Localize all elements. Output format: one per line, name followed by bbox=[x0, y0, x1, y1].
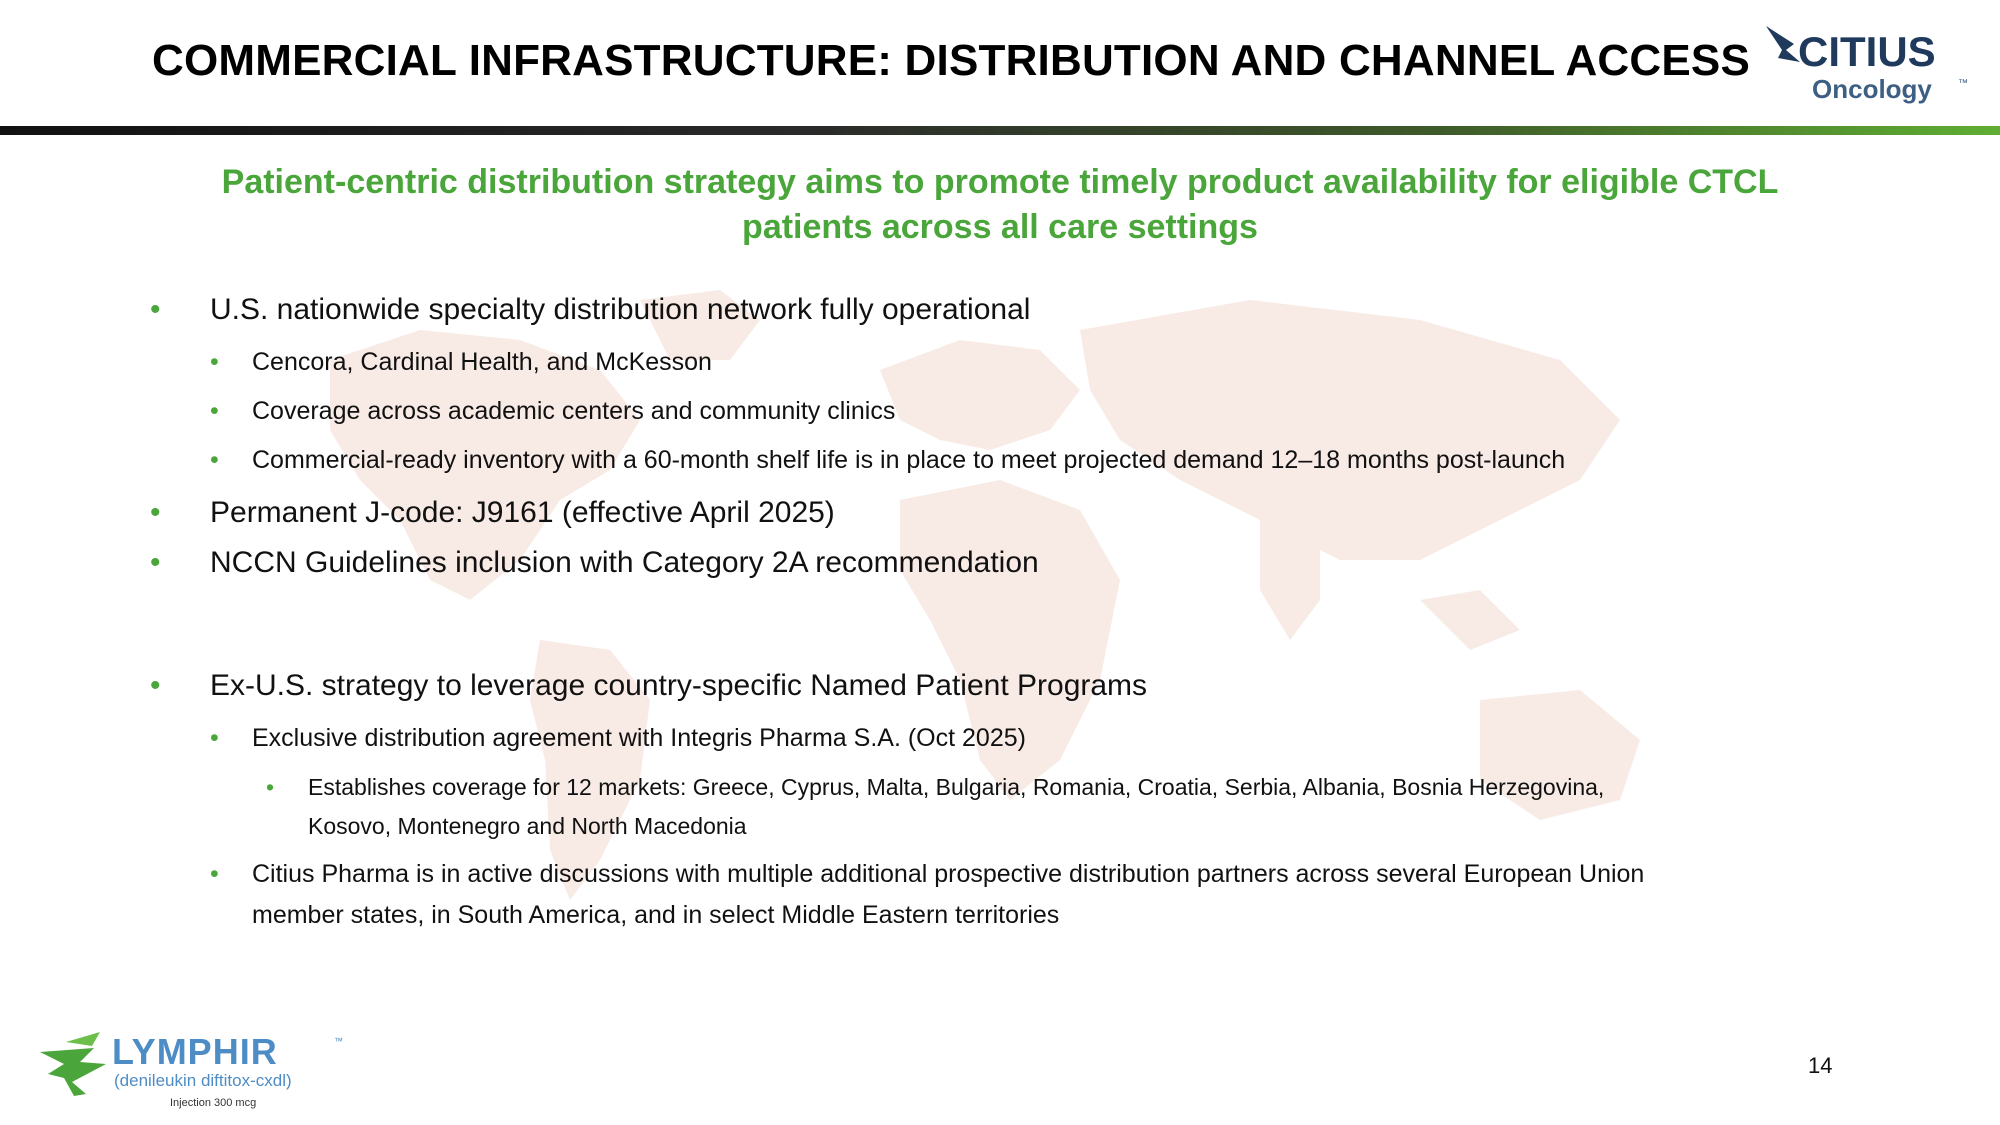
bullet-marker: • bbox=[210, 446, 219, 474]
bullet-marker: • bbox=[150, 293, 161, 326]
bullet-text: Commercial-ready inventory with a 60-month shelf life is in place to meet projected demand 12–18 months post-launch bbox=[252, 446, 1566, 474]
bullet-marker: • bbox=[150, 669, 161, 702]
bullet-text: Establishes coverage for 12 markets: Greece, Cyprus, Malta, Bulgaria, Romania, Croatia, Serbia, Albania, Bosnia Herzegovina, bbox=[308, 774, 1605, 800]
bullet-text: Cencora, Cardinal Health, and McKesson bbox=[252, 348, 712, 376]
subtitle-line-2: patients across all care settings bbox=[742, 208, 1258, 246]
logo-tm: ™ bbox=[1958, 78, 1968, 89]
bullet-text: Ex-U.S. strategy to leverage country-specific Named Patient Programs bbox=[210, 669, 1148, 702]
bullet-text: U.S. nationwide specialty distribution network fully operational bbox=[210, 293, 1031, 326]
bullet-text-continued: member states, in South America, and in select Middle Eastern territories bbox=[252, 901, 1060, 929]
bullet-text-continued: Kosovo, Montenegro and North Macedonia bbox=[308, 813, 747, 839]
slide-subtitle bbox=[140, 160, 1860, 250]
bullet-marker: • bbox=[210, 348, 219, 376]
header-divider bbox=[0, 126, 2000, 135]
bullet-marker: • bbox=[210, 397, 219, 425]
bullet-text: NCCN Guidelines inclusion with Category 2A recommendation bbox=[210, 546, 1039, 579]
bullet-text: Coverage across academic centers and community clinics bbox=[252, 397, 896, 425]
lymphir-tm: ™ bbox=[334, 1036, 343, 1046]
bullet-marker: • bbox=[150, 546, 161, 579]
lymphir-dose: Injection 300 mcg bbox=[170, 1097, 257, 1109]
page-title: COMMERCIAL INFRASTRUCTURE: DISTRIBUTION AND CHANNEL ACCESS bbox=[152, 36, 1751, 85]
bullet-marker: • bbox=[210, 860, 219, 888]
lymphir-brand: LYMPHIR bbox=[112, 1031, 278, 1072]
bullet-marker: • bbox=[150, 496, 161, 529]
bullet-text: Exclusive distribution agreement with Integris Pharma S.A. (Oct 2025) bbox=[252, 724, 1026, 752]
logo-name: CITIUS bbox=[1798, 28, 1936, 75]
bullet-text: Permanent J-code: J9161 (effective April 2025) bbox=[210, 496, 835, 529]
subtitle-line-1: Patient-centric distribution strategy aims to promote timely product availability for eligible CTCL bbox=[221, 163, 1779, 201]
logo-sub: Oncology bbox=[1812, 74, 1932, 104]
bullet-marker: • bbox=[210, 724, 219, 752]
bullet-marker: • bbox=[266, 774, 275, 800]
citius-logo-icon bbox=[1760, 14, 1980, 104]
lymphir-logo-icon bbox=[36, 1022, 356, 1112]
bullet-text: Citius Pharma is in active discussions with multiple additional prospective distribution partners across several European Union bbox=[252, 860, 1645, 888]
page-number: 14 bbox=[1808, 1053, 1833, 1078]
lymphir-generic: (denileukin diftitox-cxdl) bbox=[114, 1071, 292, 1090]
